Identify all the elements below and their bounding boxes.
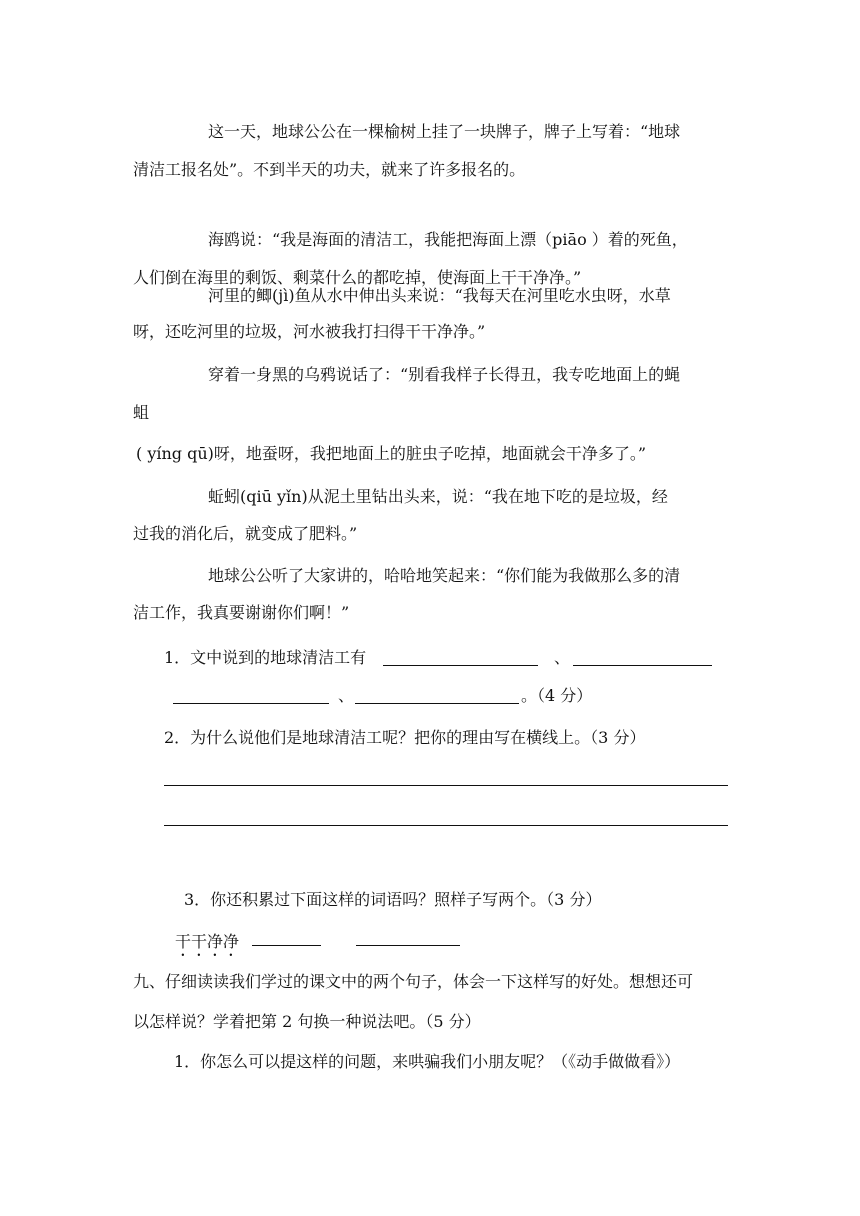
section-9-heading-line1: 九、仔细读读我们学过的课文中的两个句子，体会一下这样写的好处。想想还可: [133, 972, 694, 991]
question-1-points: 。（4 分）: [521, 686, 593, 705]
passage-p1-line2: 清洁工报名处”。不到半天的功夫，就来了许多报名的。: [133, 160, 526, 179]
passage-p6-line1: 地球公公听了大家讲的，哈哈地笑起来：“你们能为我做那么多的清: [208, 566, 681, 585]
question-1-blank-1[interactable]: [383, 665, 538, 666]
section-9-heading-line2: 以怎样说？学着把第 2 句换一种说法吧。（5 分）: [133, 1012, 481, 1031]
question-1-separator: 、: [338, 686, 355, 705]
question-3-blank-1[interactable]: [252, 945, 321, 946]
question-3-prompt: 3．你还积累过下面这样的词语吗？照样子写两个。（3 分）: [184, 890, 602, 909]
question-1-blank-2[interactable]: [573, 665, 712, 666]
passage-p3-line2: 呀，还吃河里的垃圾，河水被我打扫得干干净净。”: [133, 322, 486, 341]
question-3-example-word: 干干净净: [175, 932, 240, 951]
passage-p2-line2: 人们倒在海里的剩饭、剩菜什么的都吃掉，使海面上干干净净。”: [133, 268, 582, 287]
passage-p2-line1: 海鸥说：“我是海面的清洁工，我能把海面上漂（piāo ）着的死鱼，: [208, 230, 688, 249]
passage-p6-line2: 洁工作，我真要谢谢你们啊！”: [133, 603, 350, 622]
question-1-blank-4[interactable]: [355, 703, 519, 704]
question-2-answer-line-2[interactable]: [164, 825, 728, 826]
question-2-answer-line-1[interactable]: [164, 785, 728, 786]
question-1-separator: 、: [554, 648, 571, 667]
question-2-prompt: 2．为什么说他们是地球清洁工呢？把你的理由写在横线上。（3 分）: [164, 728, 646, 747]
passage-p4-line3: ( yíng qū)呀，地蚕呀，我把地面上的脏虫子吃掉，地面就会干净多了。”: [136, 444, 647, 463]
passage-p5-line1: 蚯蚓(qiū yǐn)从泥土里钻出头来，说：“我在地下吃的是垃圾，经: [208, 487, 668, 506]
passage-p4-line2: 蛆: [133, 403, 150, 422]
question-3-blank-2[interactable]: [356, 945, 460, 946]
section-9-item-1: 1．你怎么可以提这样的问题，来哄骗我们小朋友呢？（《动手做做看》）: [174, 1052, 681, 1071]
question-1-blank-3[interactable]: [173, 703, 329, 704]
passage-p4-line1: 穿着一身黑的乌鸦说话了：“别看我样子长得丑，我专吃地面上的蝇: [208, 365, 681, 384]
question-1-prompt: 1．文中说到的地球清洁工有: [164, 648, 367, 667]
passage-p5-line2: 过我的消化后，就变成了肥料。”: [133, 524, 358, 543]
passage-p1-line1: 这一天，地球公公在一棵榆树上挂了一块牌子，牌子上写着：“地球: [208, 122, 681, 141]
passage-p3-line1: 河里的鲫(jì)鱼从水中伸出头来说：“我每天在河里吃水虫呀，水草: [208, 286, 671, 305]
